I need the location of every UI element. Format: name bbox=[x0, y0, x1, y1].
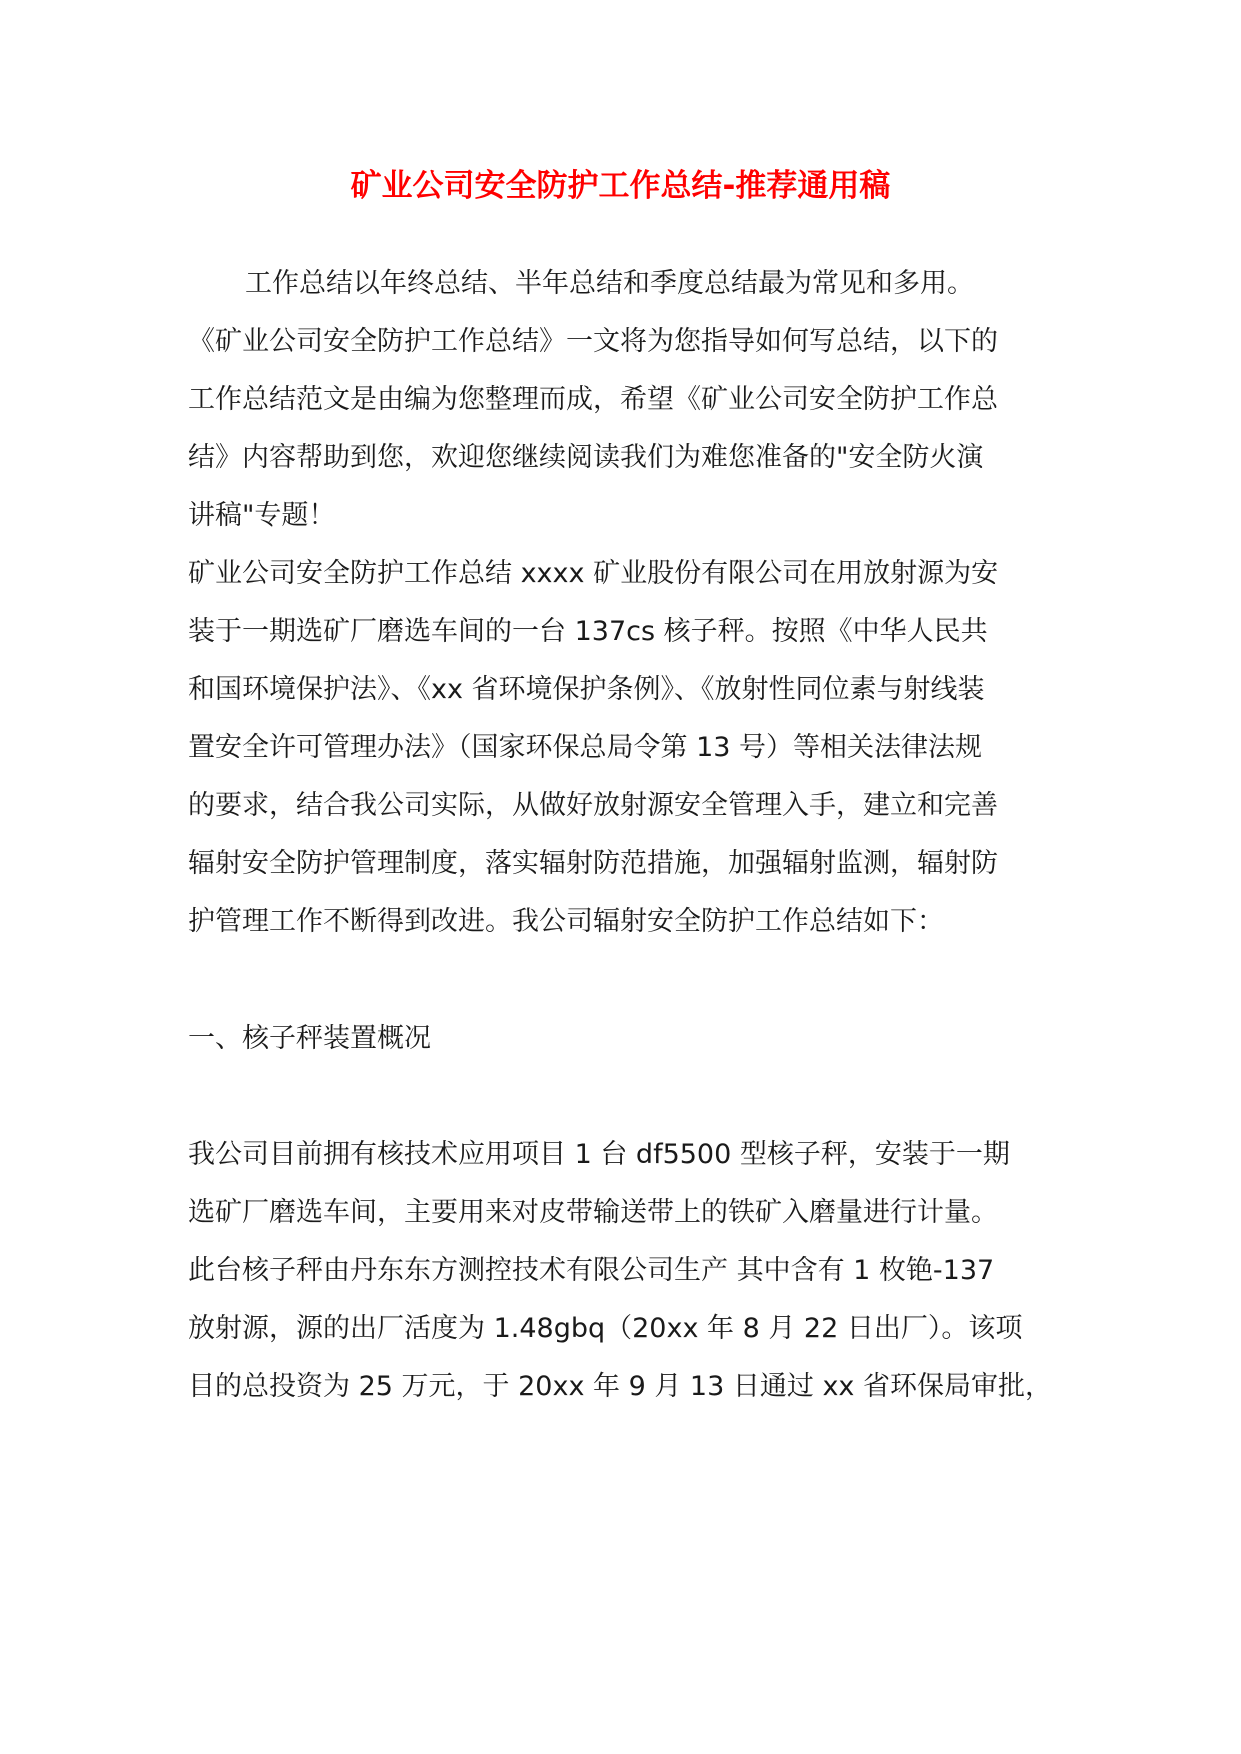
document-title: 矿业公司安全防护工作总结-推荐通用稿 bbox=[350, 168, 891, 204]
paragraph-line: 此台核子秤由丹东东方测控技术有限公司生产 其中含有 1 枚铯-137 bbox=[188, 1255, 995, 1286]
paragraph-line: 装于一期选矿厂磨选车间的一台 137cs 核子秤。按照《中华人民共 bbox=[188, 616, 988, 647]
paragraph-line: 我公司目前拥有核技术应用项目 1 台 df5500 型核子秤，安装于一期 bbox=[188, 1139, 1010, 1170]
paragraph-line: 讲稿"专题！ bbox=[188, 500, 336, 531]
paragraph-line: 结》内容帮助到您，欢迎您继续阅读我们为难您准备的"安全防火演 bbox=[188, 442, 984, 473]
paragraph-line: 置安全许可管理办法》（国家环保总局令第 13 号）等相关法律法规 bbox=[188, 732, 983, 763]
paragraph-line: 选矿厂磨选车间，主要用来对皮带输送带上的铁矿入磨量进行计量。 bbox=[188, 1197, 998, 1228]
paragraph-line: 《矿业公司安全防护工作总结》一文将为您指导如何写总结，以下的 bbox=[188, 326, 998, 357]
paragraph-line: 目的总投资为 25 万元，于 20xx 年 9 月 13 日通过 xx 省环保局审批， bbox=[188, 1371, 1052, 1402]
paragraph-line: 矿业公司安全防护工作总结 xxxx 矿业股份有限公司在用放射源为安 bbox=[188, 558, 999, 589]
paragraph-line: 和国环境保护法》、《xx 省环境保护条例》、《放射性同位素与射线装 bbox=[188, 674, 985, 705]
paragraph-line: 工作总结范文是由编为您整理而成，希望《矿业公司安全防护工作总 bbox=[188, 384, 998, 415]
paragraph-line: 护管理工作不断得到改进。我公司辐射安全防护工作总结如下： bbox=[188, 906, 944, 937]
paragraph-line: 的要求，结合我公司实际，从做好放射源安全管理入手，建立和完善 bbox=[188, 790, 998, 821]
paragraph-line: 辐射安全防护管理制度，落实辐射防范措施，加强辐射监测，辐射防 bbox=[188, 848, 998, 879]
paragraph-line: 放射源，源的出厂活度为 1.48gbq（20xx 年 8 月 22 日出厂）。该项 bbox=[188, 1313, 1023, 1344]
paragraph-line: 工作总结以年终总结、半年总结和季度总结最为常见和多用。 bbox=[245, 268, 974, 299]
section-heading: 一、核子秤装置概况 bbox=[188, 1023, 431, 1054]
